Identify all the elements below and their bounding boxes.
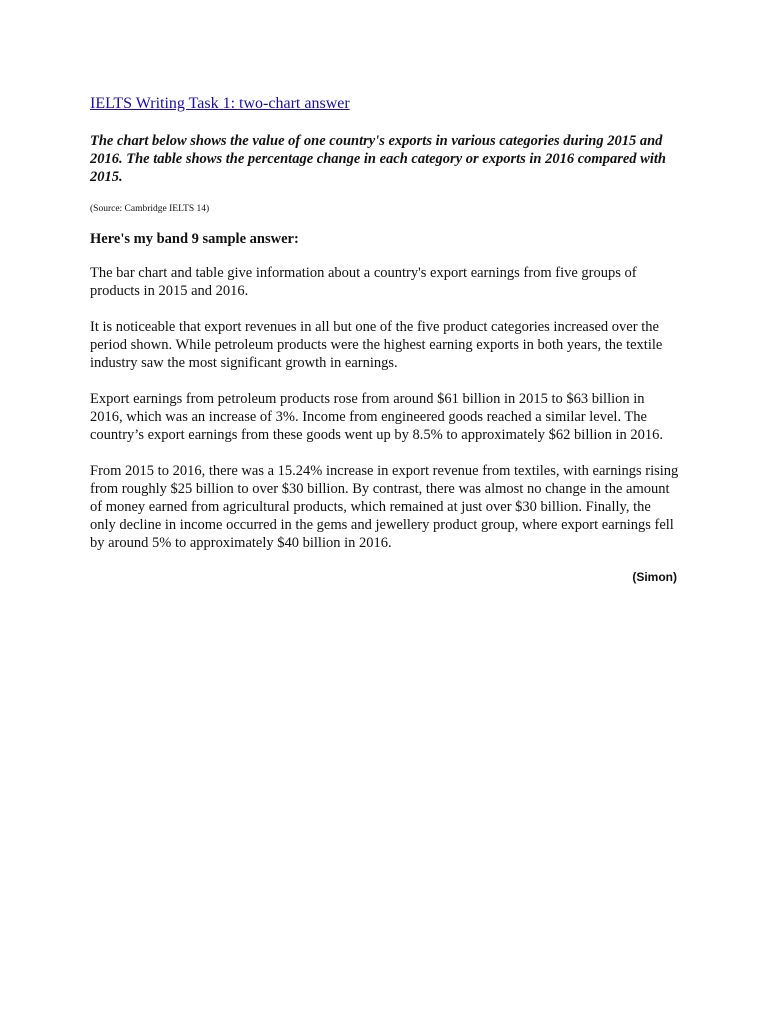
answer-paragraph-4: From 2015 to 2016, there was a 15.24% increase in export revenue from textiles, with earnings rising from roughly $25 billion to over $30 billion. By contrast, there was almost no change in the amount of money earned from agricultural products, which remained at just over $30 billion. Finally, the only decline in income occurred in the gems and jewellery product group, where export earnings fell by around 5% to approximately $40 billion in 2016.: [90, 463, 679, 551]
answer-paragraph-3: Export earnings from petroleum products rose from around $61 billion in 2015 to $63 billion in 2016, which was an increase of 3%. Income from engineered goods reached a similar level. The country’s export earnings from these goods went up by 8.5% to approximately $62 billion in 2016.: [90, 391, 664, 443]
task-prompt: The chart below shows the value of one country's exports in various categories during 2015 and 2016. The table shows the percentage change in each category or exports in 2016 compared with 2015.: [90, 133, 666, 185]
document-page: [90, 94, 680, 585]
title-link[interactable]: IELTS Writing Task 1: two-chart answer: [90, 95, 350, 112]
author-signature: (Simon): [632, 570, 677, 584]
answer-paragraph-1: The bar chart and table give information about a country's export earnings from five groups of products in 2015 and 2016.: [90, 265, 637, 299]
source-note: (Source: Cambridge IELTS 14): [90, 204, 210, 214]
answer-paragraph-2: It is noticeable that export revenues in all but one of the five product categories increased over the period shown. While petroleum products were the highest earning exports in both years, the textile industry saw the most significant growth in earnings.: [90, 319, 663, 371]
answer-heading: Here's my band 9 sample answer:: [90, 231, 299, 247]
